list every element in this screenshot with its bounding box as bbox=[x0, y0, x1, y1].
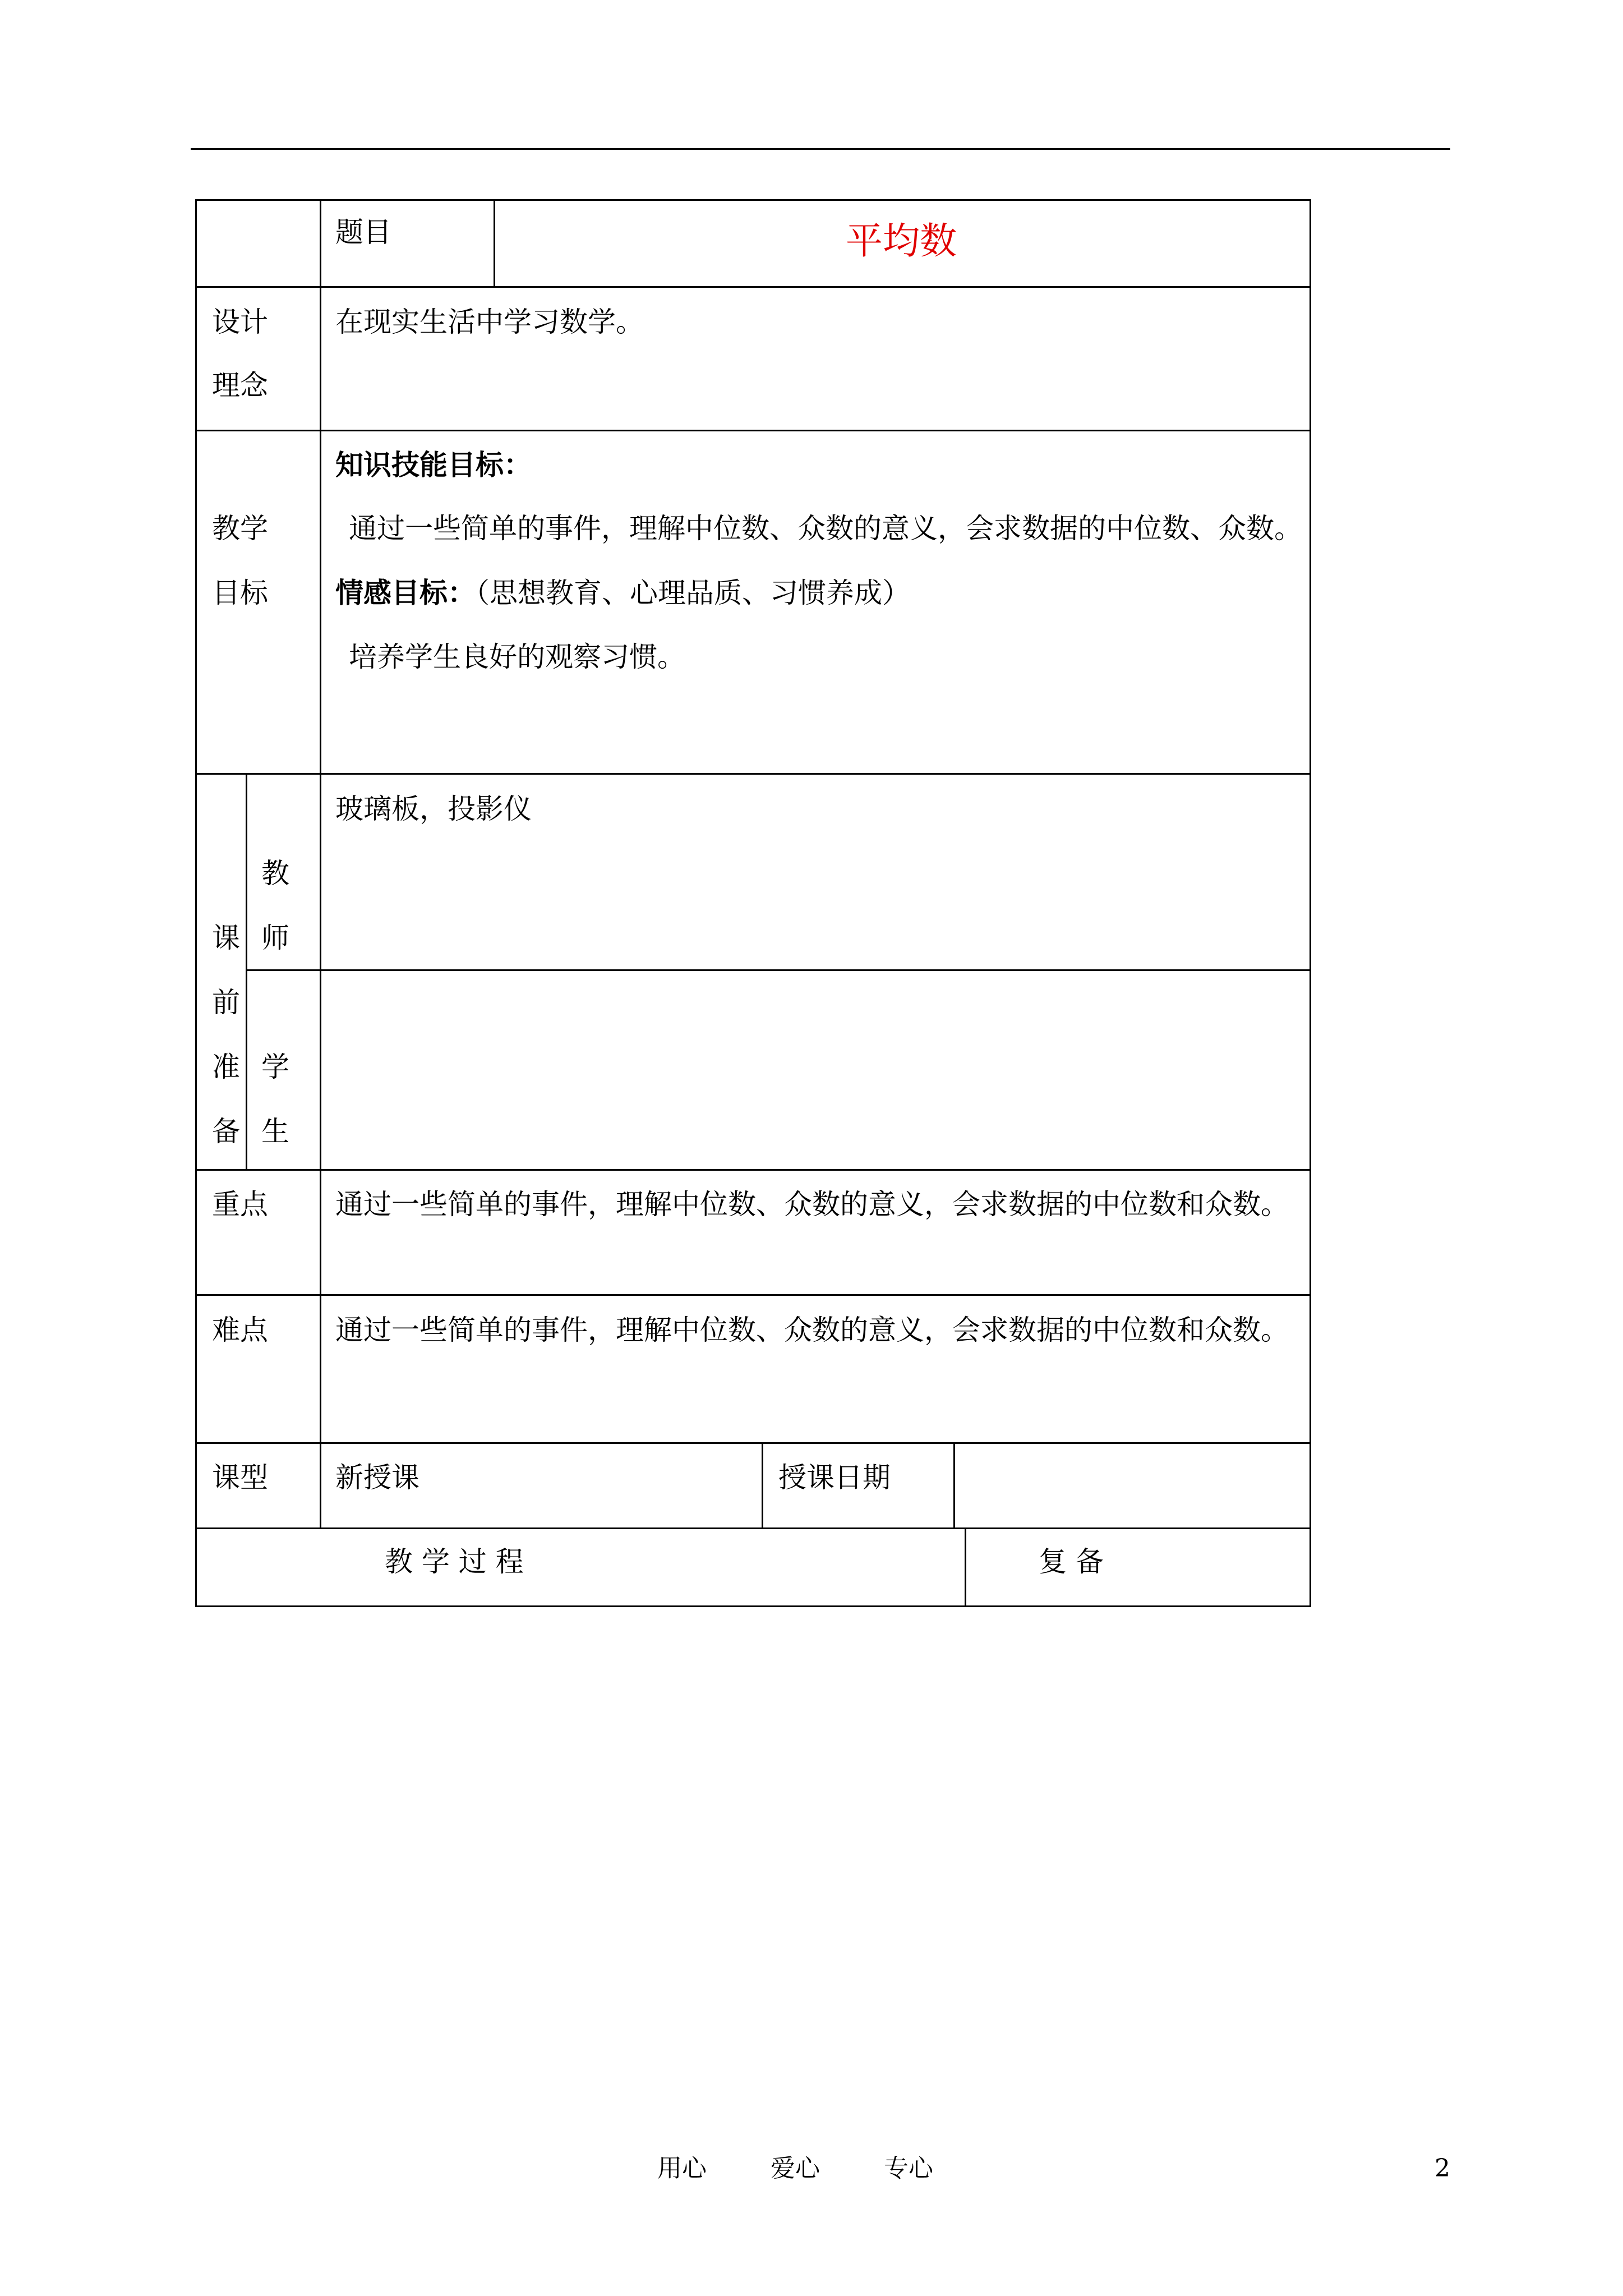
difficulty-label: 难点 bbox=[212, 1314, 268, 1346]
student-label-char: 生 bbox=[261, 1115, 289, 1148]
row-divider bbox=[195, 430, 1311, 431]
process-label: 教 学 过 程 bbox=[385, 1545, 524, 1578]
lesson-type-label: 课型 bbox=[212, 1461, 268, 1494]
footer-item: 专心 bbox=[884, 2154, 933, 2183]
column-divider bbox=[246, 773, 247, 1169]
key-point-content: 通过一些简单的事件，理解中位数、众数的意义，会求数据的中位数和众数。 bbox=[335, 1188, 1289, 1221]
column-divider bbox=[762, 1442, 763, 1527]
footer-item: 爱心 bbox=[771, 2154, 820, 2183]
design-content: 在现实生活中学习数学。 bbox=[335, 306, 644, 338]
key-point-label: 重点 bbox=[212, 1188, 268, 1221]
emotion-line bbox=[335, 577, 910, 609]
emotion-text: 培养学生良好的观察习惯。 bbox=[349, 641, 685, 673]
title-label: 题目 bbox=[335, 216, 391, 249]
difficulty-content: 通过一些简单的事件，理解中位数、众数的意义，会求数据的中位数和众数。 bbox=[335, 1314, 1289, 1346]
row-divider bbox=[195, 1527, 1311, 1529]
teacher-label-char: 教 bbox=[261, 857, 289, 890]
objectives-label-line1: 教学 bbox=[212, 512, 268, 545]
row-divider bbox=[195, 286, 1311, 288]
review-label: 复 备 bbox=[1039, 1545, 1104, 1578]
teacher-content: 玻璃板，投影仪 bbox=[335, 793, 532, 825]
table-outline bbox=[195, 199, 1311, 1607]
row-divider bbox=[195, 1442, 1311, 1444]
preparation-label-char: 备 bbox=[212, 1115, 240, 1148]
column-divider bbox=[494, 199, 495, 286]
header-rule bbox=[191, 148, 1450, 150]
column-divider bbox=[953, 1442, 955, 1527]
teacher-label-char: 师 bbox=[261, 922, 289, 954]
knowledge-heading: 知识技能目标： bbox=[335, 448, 532, 481]
row-divider bbox=[195, 773, 1311, 775]
row-divider bbox=[246, 969, 1311, 971]
emotion-heading: 情感目标： bbox=[335, 576, 476, 609]
lesson-type-value: 新授课 bbox=[335, 1461, 419, 1494]
knowledge-text: 通过一些简单的事件，理解中位数、众数的意义，会求数据的中位数、众数。 bbox=[349, 512, 1302, 545]
row-divider bbox=[195, 1169, 1311, 1171]
column-divider bbox=[965, 1527, 966, 1607]
preparation-label-char: 准 bbox=[212, 1051, 240, 1083]
row-divider bbox=[195, 1294, 1311, 1296]
preparation-label-char: 课 bbox=[212, 922, 240, 954]
design-label-line1: 设计 bbox=[212, 306, 268, 338]
design-label-line2: 理念 bbox=[212, 369, 268, 402]
student-label-char: 学 bbox=[261, 1051, 289, 1083]
lesson-date-label: 授课日期 bbox=[778, 1461, 891, 1494]
preparation-label-char: 前 bbox=[212, 986, 240, 1019]
emotion-note: （思想教育、心理品质、习惯养成） bbox=[476, 577, 910, 609]
page-title: 平均数 bbox=[846, 219, 957, 263]
footer-item: 用心 bbox=[657, 2154, 707, 2183]
objectives-label-line2: 目标 bbox=[212, 577, 268, 609]
column-divider bbox=[320, 199, 321, 1527]
page-number: 2 bbox=[1435, 2154, 1450, 2183]
